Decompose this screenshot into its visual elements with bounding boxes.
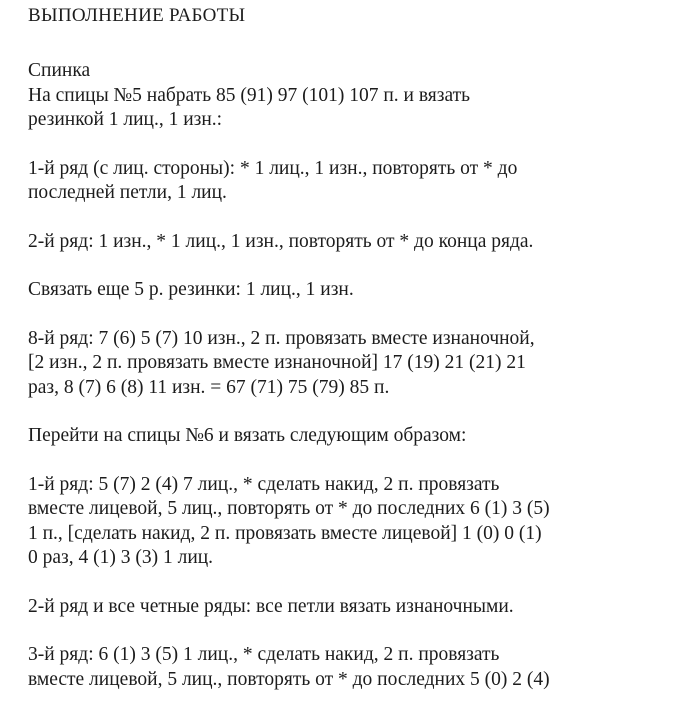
paragraph-pattern-row-3 [28, 643, 678, 692]
paragraph-line: Перейти на спицы №6 и вязать следующим образом: [28, 425, 467, 446]
paragraph-line: 1 п., [сделать накид, 2 п. провязать вместе лицевой] 1 (0) 0 (1) [28, 522, 542, 544]
paragraph-line: вместе лицевой, 5 лиц., повторять от * до последних 5 (0) 2 (4) [28, 668, 550, 690]
paragraph-line: 0 раз, 4 (1) 3 (3) 1 лиц. [28, 547, 214, 568]
paragraph-line: [2 изн., 2 п. провязать вместе изнаночной] 17 (19) 21 (21) 21 [28, 352, 526, 373]
paragraph-line: 2-й ряд и все четные ряды: все петли вязать изнаночными. [28, 595, 514, 617]
paragraph-pattern-row-1 [28, 473, 678, 571]
paragraph-more-rib-rows [28, 278, 678, 303]
paragraph-row-8 [28, 327, 678, 401]
paragraph-line: раз, 8 (7) 6 (8) 11 изн. = 67 (71) 75 (79) 85 п. [28, 376, 390, 398]
knitting-instructions-page [28, 4, 678, 716]
paragraph-line: 2-й ряд: 1 изн., * 1 лиц., 1 изн., повторять от * до конца ряда. [28, 230, 534, 252]
paragraph-line: последней петли, 1 лиц. [28, 182, 227, 203]
paragraph-line: резинкой 1 лиц., 1 изн.: [28, 109, 223, 130]
paragraph-line: 8-й ряд: 7 (6) 5 (7) 10 изн., 2 п. провязать вместе изнаночной, [28, 327, 535, 349]
paragraph-line: Спинка [28, 60, 91, 81]
paragraph-row-1-rib [28, 157, 678, 206]
paragraph-line: 1-й ряд (с лиц. стороны): * 1 лиц., 1 изн., повторять от * до [28, 157, 518, 179]
paragraph-line: На спицы №5 набрать 85 (91) 97 (101) 107 п. и вязать [28, 84, 471, 106]
section-heading: ВЫПОЛНЕНИЕ РАБОТЫ [28, 5, 246, 26]
paragraph-switch-needles [28, 424, 678, 449]
paragraph-row-2-rib [28, 230, 678, 255]
paragraph-line: 1-й ряд: 5 (7) 2 (4) 7 лиц., * сделать накид, 2 п. провязать [28, 473, 500, 495]
paragraph-line: Связать еще 5 р. резинки: 1 лиц., 1 изн. [28, 279, 354, 300]
paragraph-back-cast-on [28, 59, 678, 133]
paragraph-line: вместе лицевой, 5 лиц., повторять от * до последних 6 (1) 3 (5) [28, 498, 550, 519]
paragraph-line: 3-й ряд: 6 (1) 3 (5) 1 лиц., * сделать накид, 2 п. провязать [28, 644, 500, 665]
paragraph-even-rows [28, 595, 678, 620]
